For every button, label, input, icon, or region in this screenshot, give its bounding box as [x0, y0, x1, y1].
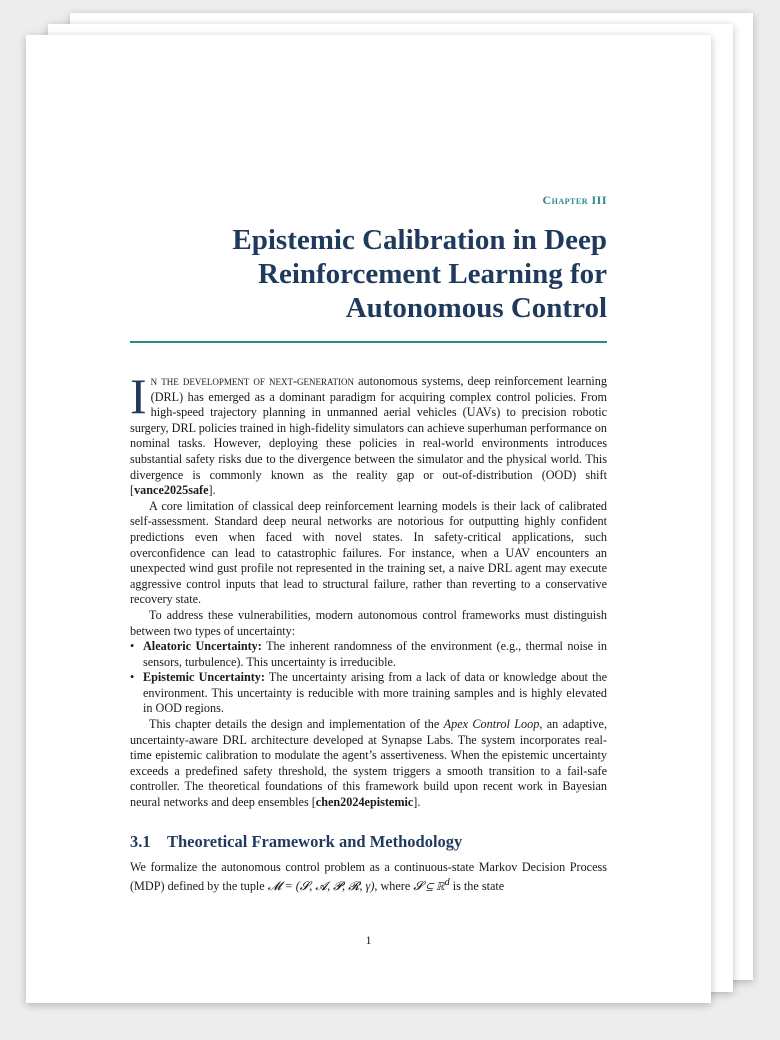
- list-item-epistemic: [143, 670, 607, 717]
- uncertainty-list: [130, 639, 607, 717]
- front-page: [26, 35, 711, 1003]
- paragraph-4: [130, 717, 607, 811]
- list-term: Aleatoric Uncertainty:: [143, 639, 262, 654]
- intro-paragraph: [130, 368, 607, 499]
- system-name: Apex Control Loop: [443, 717, 540, 732]
- p4-end: ].: [413, 795, 421, 810]
- section-title: Theoretical Framework and Methodology: [167, 831, 463, 851]
- chapter-title: Epistemic Calibration in Deep Reinforcement Learning for Autonomous Control: [232, 224, 607, 324]
- p5-text-b: , where: [374, 879, 414, 894]
- section-number: 3.1: [130, 831, 151, 851]
- list-term: Epistemic Uncertainty:: [143, 670, 265, 685]
- list-text: The inherent randomness of the environment (e.g., thermal noise in sensors, turbulence). This uncertainty is irreducible.: [143, 639, 607, 669]
- state-space: 𝓢 ⊆ ℝ: [413, 879, 445, 894]
- list-text: The uncertainty arising from a lack of data or knowledge about the environment. This uncertainty is reducible with more training samples and is highly elevated in OOD regions.: [143, 670, 607, 716]
- state-dim: d: [444, 877, 450, 889]
- intro-smallcaps: n the development of next-generation: [150, 374, 355, 388]
- page-number: 1: [365, 933, 372, 947]
- section-heading: [130, 832, 607, 852]
- chapter-body: [130, 368, 607, 895]
- paragraph-5: [130, 860, 607, 895]
- p4-text-a: This chapter details the design and implementation of the: [149, 717, 444, 732]
- title-rule: [130, 341, 607, 343]
- mdp-tuple: 𝓜 = (𝓢, 𝓐, 𝓟, 𝓡, γ): [267, 879, 375, 894]
- paragraph-3: To address these vulnerabilities, modern autonomous control frameworks must distinguish between two types of uncertainty:: [130, 607, 607, 638]
- intro-end: ].: [208, 483, 216, 498]
- list-item-aleatoric: [143, 639, 607, 670]
- citation-vance: vance2025safe: [134, 483, 209, 498]
- intro-text: autonomous systems, deep reinforcement learning (DRL) has emerged as a dominant paradigm for acquiring complex control policies. From high-speed trajectory planning in unmanned aerial vehicles (UAVs) to precision robotic surgery, DRL policies trained in high-fidelity simulators can achieve superhuman performance on nominal tasks. However, deploying these policies in real-world environments introduces substantial safety risks due to the divergence between the simulator and the physical world. This divergence is commonly known as the reality gap or out-of-distribution (OOD) shift [: [130, 374, 607, 498]
- drop-cap: I: [130, 368, 147, 424]
- chapter-label: Chapter III: [542, 193, 607, 207]
- p5-text-a: We formalize the autonomous control problem as a continuous-state Markov Decision Process (MDP) defined by the tuple: [130, 859, 607, 894]
- citation-chen: chen2024epistemic: [315, 795, 414, 810]
- p5-text-c: is the state: [449, 879, 505, 894]
- paragraph-2: A core limitation of classical deep reinforcement learning models is their lack of calibrated self-assessment. Standard deep neural networks are notorious for outputting highly confident predictions even when faced with novel states. In safety-critical applications, such overconfidence can lead to catastrophic failures. For instance, when a UAV encounters an unexpected wind gust profile not represented in the training set, a naive DRL agent may execute aggressive control inputs that lead to structural failure, rather than reverting to a conservative recovery state.: [130, 498, 607, 607]
- p4-text-b: , an adaptive, uncertainty-aware DRL architecture developed at Synapse Labs. The system incorporates real-time epistemic calibration to modulate the agent’s assertiveness. When the epistemic uncertainty exceeds a predefined safety threshold, the system triggers a smooth transition to a fail-safe controller. The theoretical foundations of this framework build upon recent work in Bayesian neural networks and deep ensembles [: [130, 717, 607, 810]
